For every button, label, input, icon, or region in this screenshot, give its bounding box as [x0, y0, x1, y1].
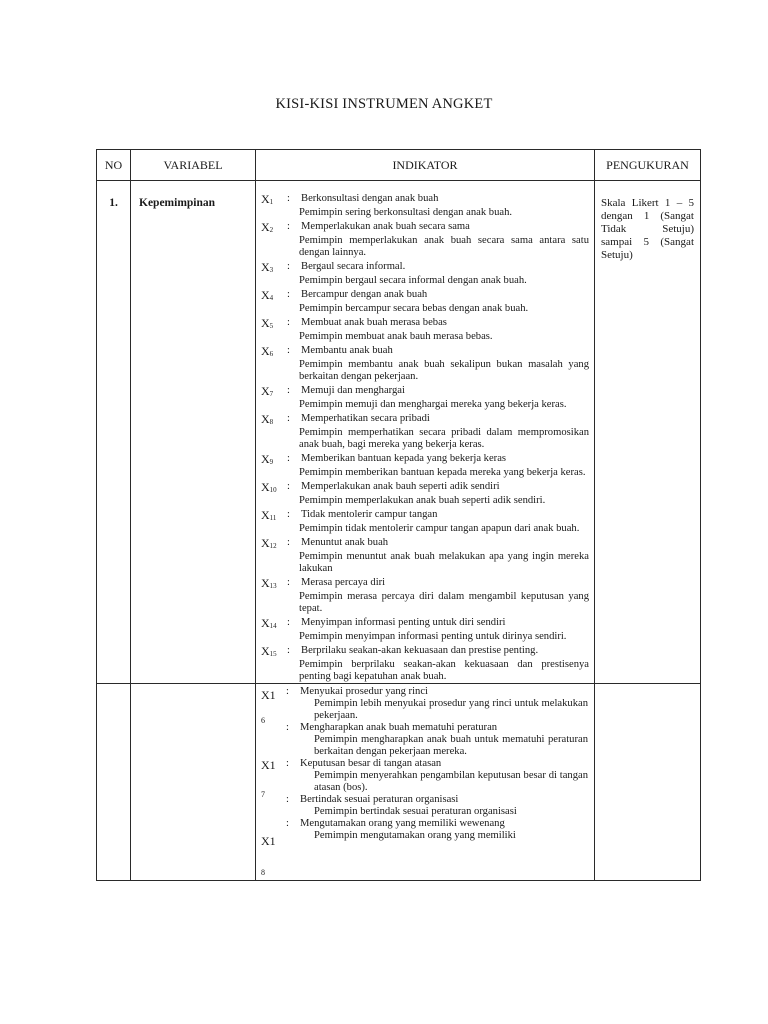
indicator-title: : Menyukai prosedur yang rinci — [286, 686, 428, 697]
header-indikator: INDIKATOR — [256, 150, 595, 181]
indicator-title: : Bertindak sesuai peraturan organisasi — [286, 794, 459, 805]
indicator-description: Pemimpin menuntut anak buah melakukan apa yang ingin mereka lakukan — [299, 551, 589, 574]
indicator-code-fragment: 8 — [261, 868, 265, 877]
measurement-empty — [595, 684, 701, 881]
measurement-scale: Skala Likert 1 – 5 dengan 1 (Sangat Tidak Setuju) sampai 5 (Sangat Setuju) — [595, 181, 701, 684]
variable-name-empty — [131, 684, 256, 881]
indicator-code: $X_{11}$ — [261, 508, 277, 522]
indicator-title: : Mengharapkan anak buah mematuhi peraturan — [286, 722, 498, 733]
indicator-code: $X_{10}$ — [261, 480, 277, 494]
indicator-item — [261, 453, 589, 479]
indicator-title: Tidak mentolerir campur tangan — [301, 509, 438, 520]
indicator-title: Menuntut anak buah — [301, 537, 389, 548]
indicator-description: Pemimpin memberikan bantuan kepada mereka yang bekerja keras. — [299, 467, 586, 478]
indicator-code: $X_8$ — [261, 412, 274, 426]
indicator-item — [261, 577, 589, 615]
indicator-code-fragment: 6 — [261, 716, 265, 725]
indicator-code: $X_7$ — [261, 384, 274, 398]
indicator-description: Pemimpin bergaul secara informal dengan anak buah. — [299, 275, 527, 286]
indicator-description: Pemimpin memperlakukan anak buah secara sama antara satu dengan lainnya. — [299, 235, 589, 258]
indicator-title: Bercampur dengan anak buah — [301, 289, 428, 300]
indicator-code-fragment: 7 — [261, 790, 265, 799]
header-variabel: VARIABEL — [131, 150, 256, 181]
header-pengukuran: PENGUKURAN — [595, 150, 701, 181]
indicator-code-fragment: X1 — [261, 758, 276, 772]
table-header-row — [97, 150, 701, 181]
indicator-heading: $X_5$ : Membuat anak buah merasa bebas — [261, 316, 447, 330]
indicator-heading: $X_2$ : Memperlakukan anak buah secara sama — [261, 220, 470, 234]
indicator-description: Pemimpin memperhatikan secara pribadi dalam mempromosikan anak buah, bagi mereka yang bekerja keras. — [299, 427, 589, 450]
indicator-title: Menyimpan informasi penting untuk diri sendiri — [301, 617, 506, 628]
indicator-item — [261, 193, 589, 219]
indicator-item — [261, 345, 589, 383]
table-row — [97, 684, 701, 881]
indicator-heading: $X_{12}$ : Menuntut anak buah — [261, 536, 389, 550]
indicator-heading: $X_{14}$ : Menyimpan informasi penting untuk diri sendiri — [261, 616, 506, 630]
indicator-description: Pemimpin lebih menyukai prosedur yang rinci untuk melakukan pekerjaan. — [314, 698, 588, 721]
indicator-description: Pemimpin menyerahkan pengambilan keputusan besar di tangan atasan (bos). — [314, 770, 588, 793]
indicator-item — [261, 221, 589, 259]
indicator-item — [261, 481, 589, 507]
indicator-code: $X_{14}$ — [261, 616, 277, 630]
indicator-item — [261, 537, 589, 575]
indicator-title: Memperlakukan anak buah secara sama — [301, 221, 470, 232]
indicator-title: Membantu anak buah — [301, 345, 393, 356]
indicator-code: $X_4$ — [261, 288, 274, 302]
indicator-code: $X_3$ — [261, 260, 274, 274]
indicator-code: $X_{15}$ — [261, 644, 277, 658]
indicator-heading: $X_7$ : Memuji dan menghargai — [261, 384, 405, 398]
indicator-description: Pemimpin membantu anak buah sekalipun bukan masalah yang berkaitan dengan pekerjaan. — [299, 359, 589, 382]
document-title: KISI-KISI INSTRUMEN ANGKET — [275, 96, 493, 112]
indicator-title: Bergaul secara informal. — [301, 261, 406, 272]
indicator-code-fragment: X1 — [261, 688, 276, 702]
indicator-title: Memberikan bantuan kepada yang bekerja keras — [301, 453, 507, 464]
indicator-description: Pemimpin mengutamakan orang yang memiliki — [314, 830, 516, 841]
indicator-item — [261, 317, 589, 343]
indicator-item — [261, 645, 589, 683]
indicator-heading: $X_4$ : Bercampur dengan anak buah — [261, 288, 428, 302]
indicator-heading: $X_{15}$ : Berprilaku seakan-akan kekuasaan dan prestise penting. — [261, 644, 539, 658]
header-no: NO — [97, 150, 131, 181]
indicator-code: $X_2$ — [261, 220, 274, 234]
row-number: 1. — [97, 181, 131, 684]
indicator-heading: $X_{13}$ : Merasa percaya diri — [261, 576, 386, 590]
indicator-title: Memperlakukan anak bauh seperti adik sendiri — [301, 481, 500, 492]
indicator-item — [261, 261, 589, 287]
indicator-code: $X_6$ — [261, 344, 274, 358]
indicator-list — [256, 181, 595, 684]
indicator-description: Pemimpin sering berkonsultasi dengan anak buah. — [299, 207, 513, 218]
indicator-description: Pemimpin merasa percaya diri dalam mengambil keputusan yang tepat. — [299, 591, 589, 614]
indicator-title: : Keputusan besar di tangan atasan — [286, 758, 442, 769]
table-row — [97, 181, 701, 684]
indicator-code: $X_9$ — [261, 452, 274, 466]
indicator-item — [261, 289, 589, 315]
indicator-description: Pemimpin membuat anak bauh merasa bebas. — [299, 331, 493, 342]
indicator-heading: $X_3$ : Bergaul secara informal. — [261, 260, 406, 274]
indicator-title: Memperhatikan secara pribadi — [301, 413, 430, 424]
variable-name: Kepemimpinan — [131, 181, 256, 684]
indicator-code: $X_{12}$ — [261, 536, 277, 550]
indicator-list-continued — [256, 684, 595, 881]
indicator-item — [261, 385, 589, 411]
row-number-empty — [97, 684, 131, 881]
indicator-heading: $X_8$ : Memperhatikan secara pribadi — [261, 412, 430, 426]
indicator-description: Pemimpin menyimpan informasi penting untuk dirinya sendiri. — [299, 631, 567, 642]
indicator-description: Pemimpin memperlakukan anak buah seperti adik sendiri. — [299, 495, 546, 506]
instrument-table — [96, 149, 701, 881]
indicator-item — [261, 509, 589, 535]
indicator-item — [261, 617, 589, 643]
indicator-title: Berkonsultasi dengan anak buah — [301, 193, 439, 204]
indicator-heading: $X_1$ : Berkonsultasi dengan anak buah — [261, 192, 439, 206]
indicator-description: Pemimpin bertindak sesuai peraturan organisasi — [314, 806, 517, 817]
indicator-code-fragment: X1 — [261, 834, 276, 848]
indicator-code: $X_1$ — [261, 192, 274, 206]
indicator-title: Membuat anak buah merasa bebas — [301, 317, 447, 328]
indicator-title: : Mengutamakan orang yang memiliki wewenang — [286, 818, 505, 829]
indicator-title: Berprilaku seakan-akan kekuasaan dan prestise penting. — [301, 645, 539, 656]
indicator-heading: $X_6$ : Membantu anak buah — [261, 344, 393, 358]
indicator-heading: $X_{11}$ : Tidak mentolerir campur tangan — [261, 508, 438, 522]
indicator-heading: $X_{10}$ : Memperlakukan anak bauh seperti adik sendiri — [261, 480, 500, 494]
indicator-lines — [286, 686, 588, 842]
indicator-description: Pemimpin tidak mentolerir campur tangan apapun dari anak buah. — [299, 523, 580, 534]
indicator-item — [261, 413, 589, 451]
indicator-description: Pemimpin mengharapkan anak buah untuk mematuhi peraturan berkaitan dengan pekerjaan mereka. — [314, 734, 588, 757]
indicator-code: $X_5$ — [261, 316, 274, 330]
indicator-heading: $X_9$ : Memberikan bantuan kepada yang bekerja keras — [261, 452, 507, 466]
indicator-title: Memuji dan menghargai — [301, 385, 405, 396]
indicator-title: Merasa percaya diri — [301, 577, 386, 588]
indicator-description: Pemimpin memuji dan menghargai mereka yang bekerja keras. — [299, 399, 567, 410]
indicator-code: $X_{13}$ — [261, 576, 277, 590]
indicator-description: Pemimpin bercampur secara bebas dengan anak buah. — [299, 303, 529, 314]
indicator-description: Pemimpin berprilaku seakan-akan kekuasaan dan prestisenya penting bagi kepatuhan anak buah. — [299, 659, 589, 682]
